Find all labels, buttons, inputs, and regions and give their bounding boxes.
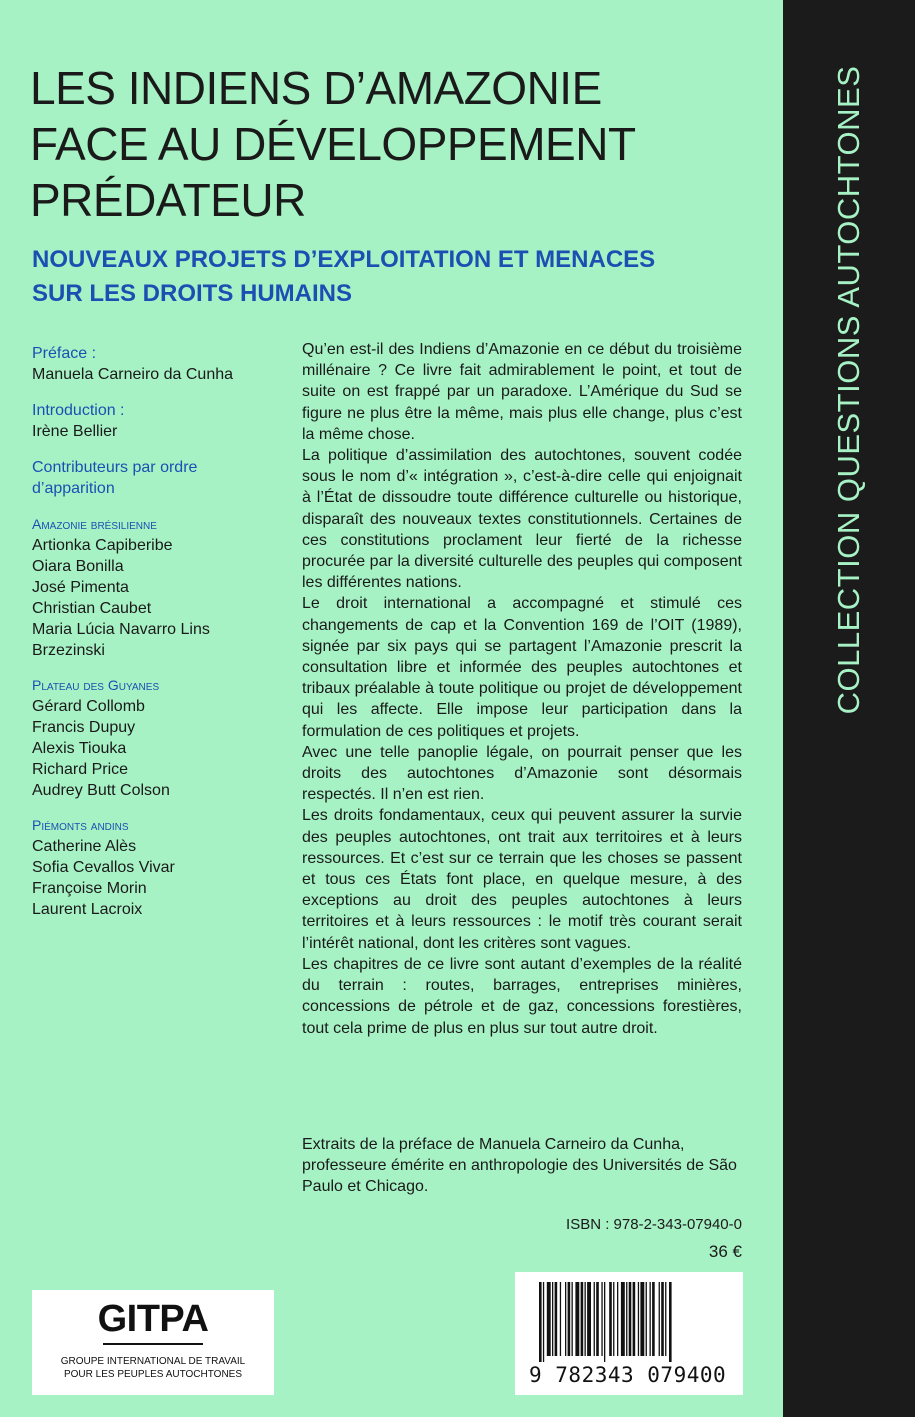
introduction-credit [32, 400, 282, 442]
barcode-bar [661, 1282, 664, 1356]
collection-title: COLLECTION QUESTIONS AUTOCHTONES [831, 65, 866, 715]
region-amazonie-bresilienne [32, 514, 282, 661]
barcode-bar [552, 1282, 553, 1356]
logo-subtitle-line: GROUPE INTERNATIONAL DE TRAVAIL [60, 1356, 246, 1367]
barcode-bar [585, 1282, 586, 1356]
contributor-name: Catherine Alès [32, 838, 137, 855]
barcode-digits: 9 782343 079400 [529, 1363, 727, 1387]
barcode-icon [537, 1282, 727, 1362]
book-subtitle-line: SUR LES DROITS HUMAINS [32, 280, 353, 307]
barcode-bar [613, 1282, 614, 1356]
contributor-name: Gérard Collomb [32, 698, 145, 715]
barcode-bar [604, 1282, 605, 1362]
contributor-name: Richard Price [32, 761, 129, 778]
gitpa-logo: GITPA [97, 1298, 209, 1340]
blurb-text [302, 339, 742, 1039]
contributor-name: Francis Dupuy [32, 719, 136, 736]
region-title: Piémonts andins [32, 817, 129, 833]
contributor-name: Christian Caubet [32, 600, 152, 617]
region-title: Plateau des Guyanes [32, 677, 160, 693]
contributors-label: Contributeurs par ordre d’apparition [32, 459, 198, 497]
barcode-bar [572, 1282, 573, 1356]
barcode-bar [669, 1282, 672, 1362]
contributor-name: Oiara Bonilla [32, 558, 124, 575]
book-title [30, 60, 770, 228]
credits-column [32, 343, 282, 934]
barcode-panel [515, 1272, 743, 1395]
blurb-paragraph: La politique d’assimilation des autochtones, souvent codée sous le nom d’« intégration », c’est-à-dire celle qui enjoignait à l’État de dissoudre toute différence culturelle ou historique, disparaît des nouveaux textes constitutionnels. Certaines de ces constitutions proclament leur fierté de la richesse procurée par la diversité culturelle des peuples qui composent les différentes nations. [302, 447, 742, 592]
barcode-bar [555, 1282, 558, 1356]
barcode-bar [547, 1282, 551, 1356]
region-plateau-des-guyanes [32, 675, 282, 801]
barcode-bar [609, 1282, 612, 1356]
barcode-bar [575, 1282, 579, 1356]
contributor-name: Artionka Capiberibe [32, 537, 173, 554]
book-title-line: PRÉDATEUR [30, 174, 306, 226]
barcode-bar [652, 1282, 655, 1356]
barcode-bar [587, 1282, 591, 1356]
contributor-name: Maria Lúcia Navarro Lins [32, 621, 210, 638]
contributor-name: José Pimenta [32, 579, 129, 596]
barcode-bar [638, 1282, 639, 1356]
preface-label: Préface : [32, 345, 97, 362]
book-subtitle-line: NOUVEAUX PROJETS D’EXPLOITATION ET MENACES [32, 246, 656, 273]
logo-divider [103, 1343, 203, 1345]
barcode-bar [539, 1282, 542, 1362]
barcode-bar [646, 1282, 647, 1356]
preface-credit [32, 343, 282, 385]
book-title-line: FACE AU DÉVELOPPEMENT [30, 118, 636, 170]
blurb-paragraph: Les droits fondamentaux, ceux qui peuvent assurer la survie des peuples autochtones, ont trait aux territoires et à leurs ressources. Et c’est sur ce terrain que les choses se passent et tous ces États font place, en quelque mesure, à des exceptions au droit des peuples autochtones à leurs territoires et à leurs ressources : le motif très courant serait l’intérêt national, dont les critères sont vagues. [302, 807, 742, 952]
barcode-bar [594, 1282, 595, 1356]
blurb-paragraph: Les chapitres de ce livre sont autant d’exemples de la réalité du terrain : routes, barrages, entreprises minières, concessions de pétrole et de gaz, concessions forestières, tout cela prime de plus en plus sur tout autre droit. [302, 955, 742, 1037]
barcode-bar [596, 1282, 599, 1356]
contributor-name: Sofia Cevallos Vivar [32, 859, 175, 876]
isbn-number: ISBN : 978-2-343-07940-0 [566, 1216, 742, 1233]
barcode-bar [626, 1282, 627, 1356]
barcode-bar [543, 1282, 544, 1362]
barcode-bar [640, 1282, 644, 1356]
blurb-paragraph: Qu’en est-il des Indiens d’Amazonie en ce début du troisième millénaire ? Ce livre fait admirablement le point, et tout de suite on est frappé par un paradoxe. L’Amérique du Sud se figure ne plus être la même, mais plus elle change, plus c’est la même chose. [302, 341, 742, 443]
book-title-line: LES INDIENS D’AMAZONIE [30, 62, 602, 114]
barcode-bar [601, 1282, 602, 1356]
contributor-name: Françoise Morin [32, 880, 147, 897]
introduction-author: Irène Bellier [32, 423, 118, 440]
publisher-logo-box [32, 1290, 274, 1395]
barcode-bar [581, 1282, 584, 1356]
contributors-heading-block [32, 457, 282, 499]
contributor-name: Alexis Tiouka [32, 740, 127, 757]
contributor-name: Laurent Lacroix [32, 901, 143, 918]
barcode-bar [629, 1282, 632, 1356]
region-title: Amazonie brésilienne [32, 516, 157, 532]
introduction-label: Introduction : [32, 402, 125, 419]
barcode-bar [617, 1282, 618, 1356]
barcode-bar [659, 1282, 660, 1356]
price-tag: 36 € [708, 1242, 742, 1261]
barcode-bar [565, 1282, 566, 1356]
barcode-bar [633, 1282, 636, 1356]
preface-excerpt-attribution: Extraits de la préface de Manuela Carneiro da Cunha, professeure émérite en anthropologie des Universités de São Paulo et Chicago. [302, 1136, 737, 1195]
barcode-bar [650, 1282, 651, 1356]
barcode-bar [621, 1282, 625, 1356]
preface-author: Manuela Carneiro da Cunha [32, 366, 234, 383]
barcode-bar [560, 1282, 561, 1356]
book-subtitle [32, 243, 772, 311]
barcode-bar [568, 1282, 571, 1356]
blurb-paragraph: Avec une telle panoplie légale, on pourrait penser que les droits des autochtones d’Amazonie sont désormais respectés. Il n’en est rien. [302, 743, 742, 804]
barcode-bar [665, 1282, 666, 1356]
contributor-name: Audrey Butt Colson [32, 782, 170, 799]
region-piemonts-andins [32, 815, 282, 920]
logo-subtitle-line: POUR LES PEUPLES AUTOCHTONES [63, 1369, 243, 1380]
contributor-name: Brzezinski [32, 642, 105, 659]
blurb-paragraph: Le droit international a accompagné et stimulé ces changements de cap et la Convention 169 de l’OIT (1989), signée par six pays qui se partagent l’Amazonie prescrit la consultation libre et informée des peuples autochtones et tribaux préalable à toute politique ou projet de développement qui les affecte. Elle impose leur participation dans la formulation de ces politiques et projets. [302, 595, 742, 740]
